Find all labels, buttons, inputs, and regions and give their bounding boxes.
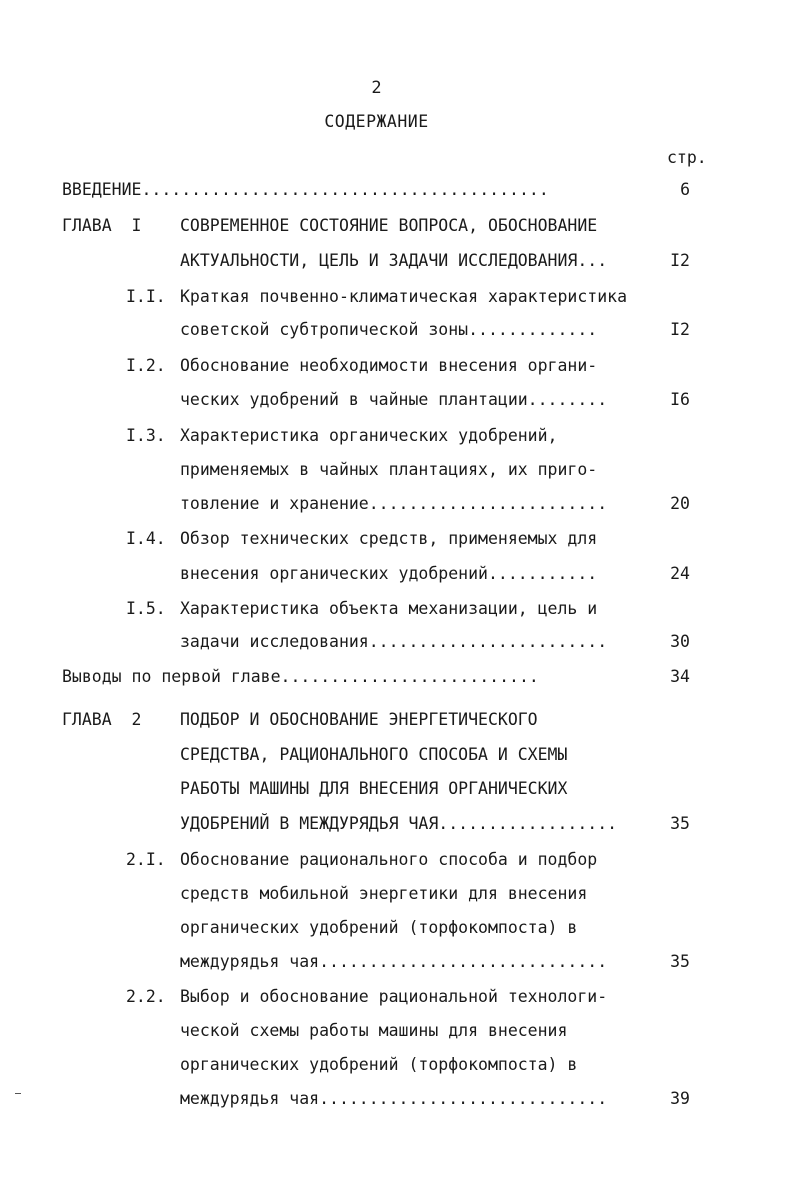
chapter-2-title-line4: УДОБРЕНИЙ В МЕЖДУРЯДЬЯ ЧАЯ..................	[180, 814, 618, 833]
section-1-5-number: I.5.	[126, 599, 166, 618]
section-1-5-line2: задачи исследования........................	[180, 632, 608, 651]
section-1-4-page: 24	[670, 564, 690, 583]
scan-artifact-mark	[15, 1093, 21, 1094]
chapter-2-title-line1: ПОДБОР И ОБОСНОВАНИЕ ЭНЕРГЕТИЧЕСКОГО	[180, 710, 538, 729]
section-1-3-line2: применяемых в чайных плантациях, их приго-	[180, 460, 598, 479]
section-1-3-line1: Характеристика органических удобрений,	[180, 426, 558, 445]
section-2-2-line2: ческой схемы работы машины для внесения	[180, 1021, 568, 1040]
section-1-2-line2: ческих удобрений в чайные плантации........	[180, 390, 608, 409]
chapter-1-page: I2	[670, 251, 690, 270]
chapter-2-page: 35	[670, 814, 690, 833]
section-2-2-line3: органических удобрений (торфокомпоста) в	[180, 1055, 578, 1074]
section-1-4-line2: внесения органических удобрений...........	[180, 564, 598, 583]
section-2-1-line2: средств мобильной энергетики для внесения	[180, 884, 588, 903]
chapter-1-title-line2: АКТУАЛЬНОСТИ, ЦЕЛЬ И ЗАДАЧИ ИССЛЕДОВАНИЯ...	[180, 251, 608, 270]
section-1-4-line1: Обзор технических средств, применяемых для	[180, 529, 598, 548]
section-1-5-line1: Характеристика объекта механизации, цель и	[180, 599, 598, 618]
chapter-2-title-line3: РАБОТЫ МАШИНЫ ДЛЯ ВНЕСЕНИЯ ОРГАНИЧЕСКИХ	[180, 779, 568, 798]
section-1-1-line1: Краткая почвенно-климатическая характеристика	[180, 287, 628, 306]
section-2-1-page: 35	[670, 952, 690, 971]
section-1-5-page: 30	[670, 632, 690, 651]
section-2-2-number: 2.2.	[126, 987, 166, 1006]
page-number: 2	[371, 78, 382, 98]
toc-entry-intro: ВВЕДЕНИЕ.........................................	[62, 180, 549, 199]
section-1-3-line3: товление и хранение........................	[180, 494, 608, 513]
toc-entry-conclusions-1: Выводы по первой главе..........................	[62, 667, 539, 686]
section-1-1-line2: советской субтропической зоны.............	[180, 320, 598, 339]
section-1-3-number: I.3.	[126, 426, 166, 445]
section-2-1-line4: междурядья чая.............................	[180, 952, 608, 971]
section-2-1-line3: органических удобрений (торфокомпоста) в	[180, 918, 578, 937]
page-column-label: стр.	[667, 148, 707, 167]
section-1-2-number: I.2.	[126, 356, 166, 375]
chapter-1-title-line1: СОВРЕМЕННОЕ СОСТОЯНИЕ ВОПРОСА, ОБОСНОВАНИЕ	[180, 216, 598, 235]
section-1-1-number: I.I.	[126, 287, 166, 306]
section-1-3-page: 20	[670, 494, 690, 513]
chapter-1-label: ГЛАВА I	[62, 216, 142, 235]
toc-page-intro: 6	[680, 180, 690, 199]
section-2-2-line4: междурядья чая.............................	[180, 1089, 608, 1108]
section-2-1-number: 2.I.	[126, 850, 166, 869]
chapter-2-title-line2: СРЕДСТВА, РАЦИОНАЛЬНОГО СПОСОБА И СХЕМЫ	[180, 745, 568, 764]
chapter-2-label: ГЛАВА 2	[62, 710, 142, 729]
section-1-4-number: I.4.	[126, 529, 166, 548]
section-1-2-page: I6	[670, 390, 690, 409]
section-1-1-page: I2	[670, 320, 690, 339]
section-2-1-line1: Обоснование рационального способа и подбор	[180, 850, 598, 869]
section-2-2-line1: Выбор и обоснование рациональной технологи-	[180, 987, 608, 1006]
section-1-2-line1: Обоснование необходимости внесения органи-	[180, 356, 598, 375]
toc-page-conclusions-1: 34	[670, 667, 690, 686]
section-2-2-page: 39	[670, 1089, 690, 1108]
toc-title: СОДЕРЖАНИЕ	[324, 112, 429, 131]
